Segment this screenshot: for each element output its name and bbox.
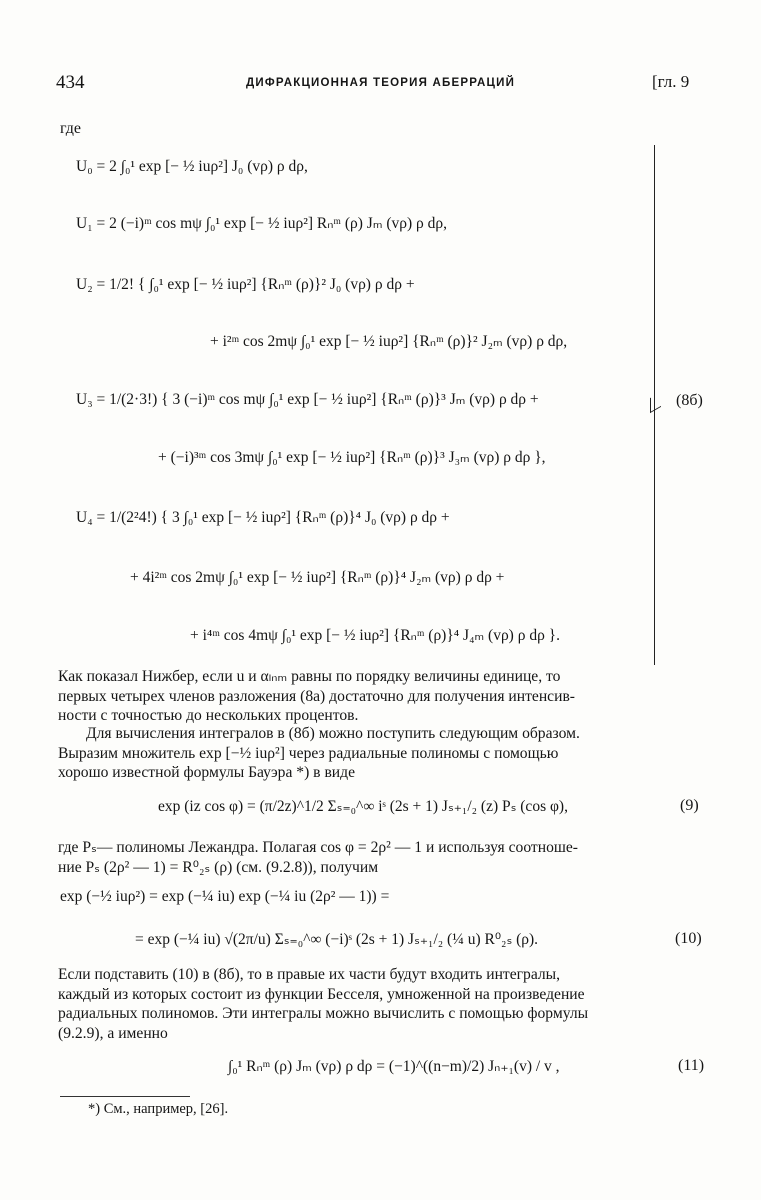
- equation-u2-b: + i²ᵐ cos 2mψ ∫₀¹ exp [− ½ iuρ²] {Rₙᵐ (ρ)}² J₂ₘ (vρ) ρ dρ,: [210, 333, 568, 350]
- equation-10-line-2: = exp (−¼ iu) √(2π/u) Σₛ₌₀^∞ (−i)ˢ (2s + 1) Jₛ₊₁/₂ (¼ u) R⁰₂ₛ (ρ).: [135, 931, 539, 948]
- paragraph-4-line: радиальных полиномов. Эти интегралы можно вычислить с помощью формулы: [58, 1005, 589, 1022]
- equation-u3-a: U₃ = 1/(2·3!) { 3 (−i)ᵐ cos mψ ∫₀¹ exp [− ½ iuρ²] {Rₙᵐ (ρ)}³ Jₘ (vρ) ρ dρ +: [76, 391, 539, 408]
- paragraph-1-line: ности с точностью до нескольких процентов.: [58, 707, 359, 724]
- intro-word: где: [60, 120, 82, 137]
- equation-number-10: (10): [675, 930, 702, 947]
- paragraph-4-line: каждый из которых состоит из функции Бесселя, умноженной на произведение: [58, 985, 585, 1003]
- equation-10-line-1: exp (−½ iuρ²) = exp (−¼ iu) exp (−¼ iu (2ρ² — 1)) =: [60, 888, 390, 905]
- paragraph-1: [58, 667, 708, 726]
- equation-u4-b: + 4i²ᵐ cos 2mψ ∫₀¹ exp [− ½ iuρ²] {Rₙᵐ (ρ)}⁴ J₂ₘ (vρ) ρ dρ +: [130, 569, 505, 586]
- equation-u3-b: + (−i)³ᵐ cos 3mψ ∫₀¹ exp [− ½ iuρ²] {Rₙᵐ (ρ)}³ J₃ₘ (vρ) ρ dρ },: [158, 449, 546, 466]
- footnote-rule: [60, 1096, 190, 1097]
- paragraph-3-line: ние Pₛ (2ρ² — 1) = R⁰₂ₛ (ρ) (см. (9.2.8)), получим: [58, 858, 379, 876]
- footnote: *) См., например, [26].: [88, 1101, 229, 1117]
- equation-u4-c: + i⁴ᵐ cos 4mψ ∫₀¹ exp [− ½ iuρ²] {Rₙᵐ (ρ)}⁴ J₄ₘ (vρ) ρ dρ }.: [190, 627, 560, 644]
- equation-u4-a: U₄ = 1/(2²4!) { 3 ∫₀¹ exp [− ½ iuρ²] {Rₙᵐ (ρ)}⁴ J₀ (vρ) ρ dρ +: [76, 509, 450, 526]
- paragraph-1-line: первых четырех членов разложения (8а) достаточно для получения интенсив-: [58, 687, 575, 705]
- paragraph-2-line: Выразим множитель exp [−½ iuρ²] через радиальные полиномы с помощью: [58, 744, 559, 762]
- paragraph-2: [58, 724, 708, 783]
- equation-number-9: (9): [680, 797, 699, 814]
- paragraph-3: [58, 838, 708, 877]
- paragraph-3-line: где Pₛ— полиномы Лежандра. Полагая cos φ = 2ρ² — 1 и используя соотноше-: [58, 839, 578, 856]
- equation-number-11: (11): [678, 1057, 705, 1074]
- paragraph-1-line: Как показал Нижбер, если u и αₗₙₘ равны по порядку величины единице, то: [58, 668, 561, 685]
- equation-number-8b: (8б): [676, 392, 703, 409]
- page-number: 434: [56, 72, 85, 93]
- paragraph-4-line: (9.2.9), а именно: [58, 1024, 168, 1042]
- equation-u0: U₀ = 2 ∫₀¹ exp [− ½ iuρ²] J₀ (vρ) ρ dρ,: [76, 158, 308, 175]
- chapter-label: [гл. 9: [652, 72, 690, 91]
- paragraph-4: [58, 965, 708, 1043]
- equation-u2-a: U₂ = 1/2! { ∫₀¹ exp [− ½ iuρ²] {Rₙᵐ (ρ)}² J₀ (vρ) ρ dρ +: [76, 276, 415, 293]
- paragraph-4-line: Если подставить (10) в (8б), то в правые их части будут входить интегралы,: [58, 966, 561, 983]
- running-title: ДИФРАКЦИОННАЯ ТЕОРИЯ АБЕРРАЦИЙ: [246, 77, 516, 89]
- paragraph-2-line: хорошо известной формулы Бауэра *) в виде: [58, 764, 356, 781]
- equation-9: exp (iz cos φ) = (π/2z)^1/2 Σₛ₌₀^∞ iˢ (2s + 1) Jₛ₊₁/₂ (z) Pₛ (cos φ),: [158, 798, 568, 815]
- paragraph-2-line: Для вычисления интегралов в (8б) можно поступить следующим образом.: [86, 725, 580, 742]
- equation-11: ∫₀¹ Rₙᵐ (ρ) Jₘ (vρ) ρ dρ = (−1)^((n−m)/2) Jₙ₊₁(v) / v ,: [228, 1058, 560, 1075]
- equation-u1: U₁ = 2 (−i)ᵐ cos mψ ∫₀¹ exp [− ½ iuρ²] Rₙᵐ (ρ) Jₘ (vρ) ρ dρ,: [76, 215, 448, 232]
